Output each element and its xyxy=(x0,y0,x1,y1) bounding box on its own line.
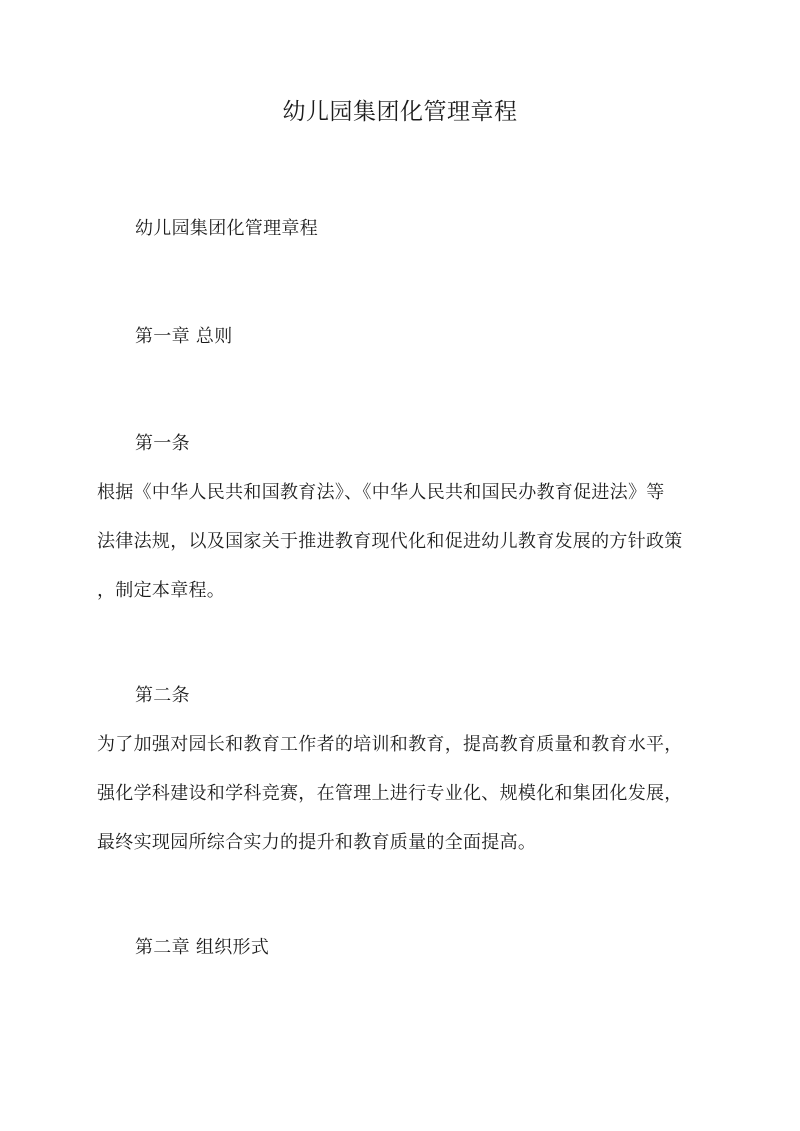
article-2-line-2: 强化学科建设和学科竞赛，在管理上进行专业化、规模化和集团化发展， xyxy=(97,783,683,804)
article-2-line-1: 为了加强对园长和教育工作者的培训和教育，提高教育质量和教育水平， xyxy=(97,734,683,755)
document-title: 幼儿园集团化管理章程 xyxy=(282,99,518,125)
article-heading-2: 第二条 xyxy=(135,685,190,706)
article-1-line-1: 根据《中华人民共和国教育法》、《中华人民共和国民办教育促进法》等 xyxy=(97,482,665,503)
article-1-line-3: ，制定本章程。 xyxy=(97,580,226,601)
chapter-heading-2: 第二章 组织形式 xyxy=(135,937,270,958)
document-subtitle: 幼儿园集团化管理章程 xyxy=(135,218,318,239)
article-1-line-2: 法律法规，以及国家关于推进教育现代化和促进幼儿教育发展的方针政策 xyxy=(97,531,683,552)
chapter-heading-1: 第一章 总则 xyxy=(135,326,233,347)
article-heading-1: 第一条 xyxy=(135,433,190,454)
article-2-line-3: 最终实现园所综合实力的提升和教育质量的全面提高。 xyxy=(97,832,537,853)
